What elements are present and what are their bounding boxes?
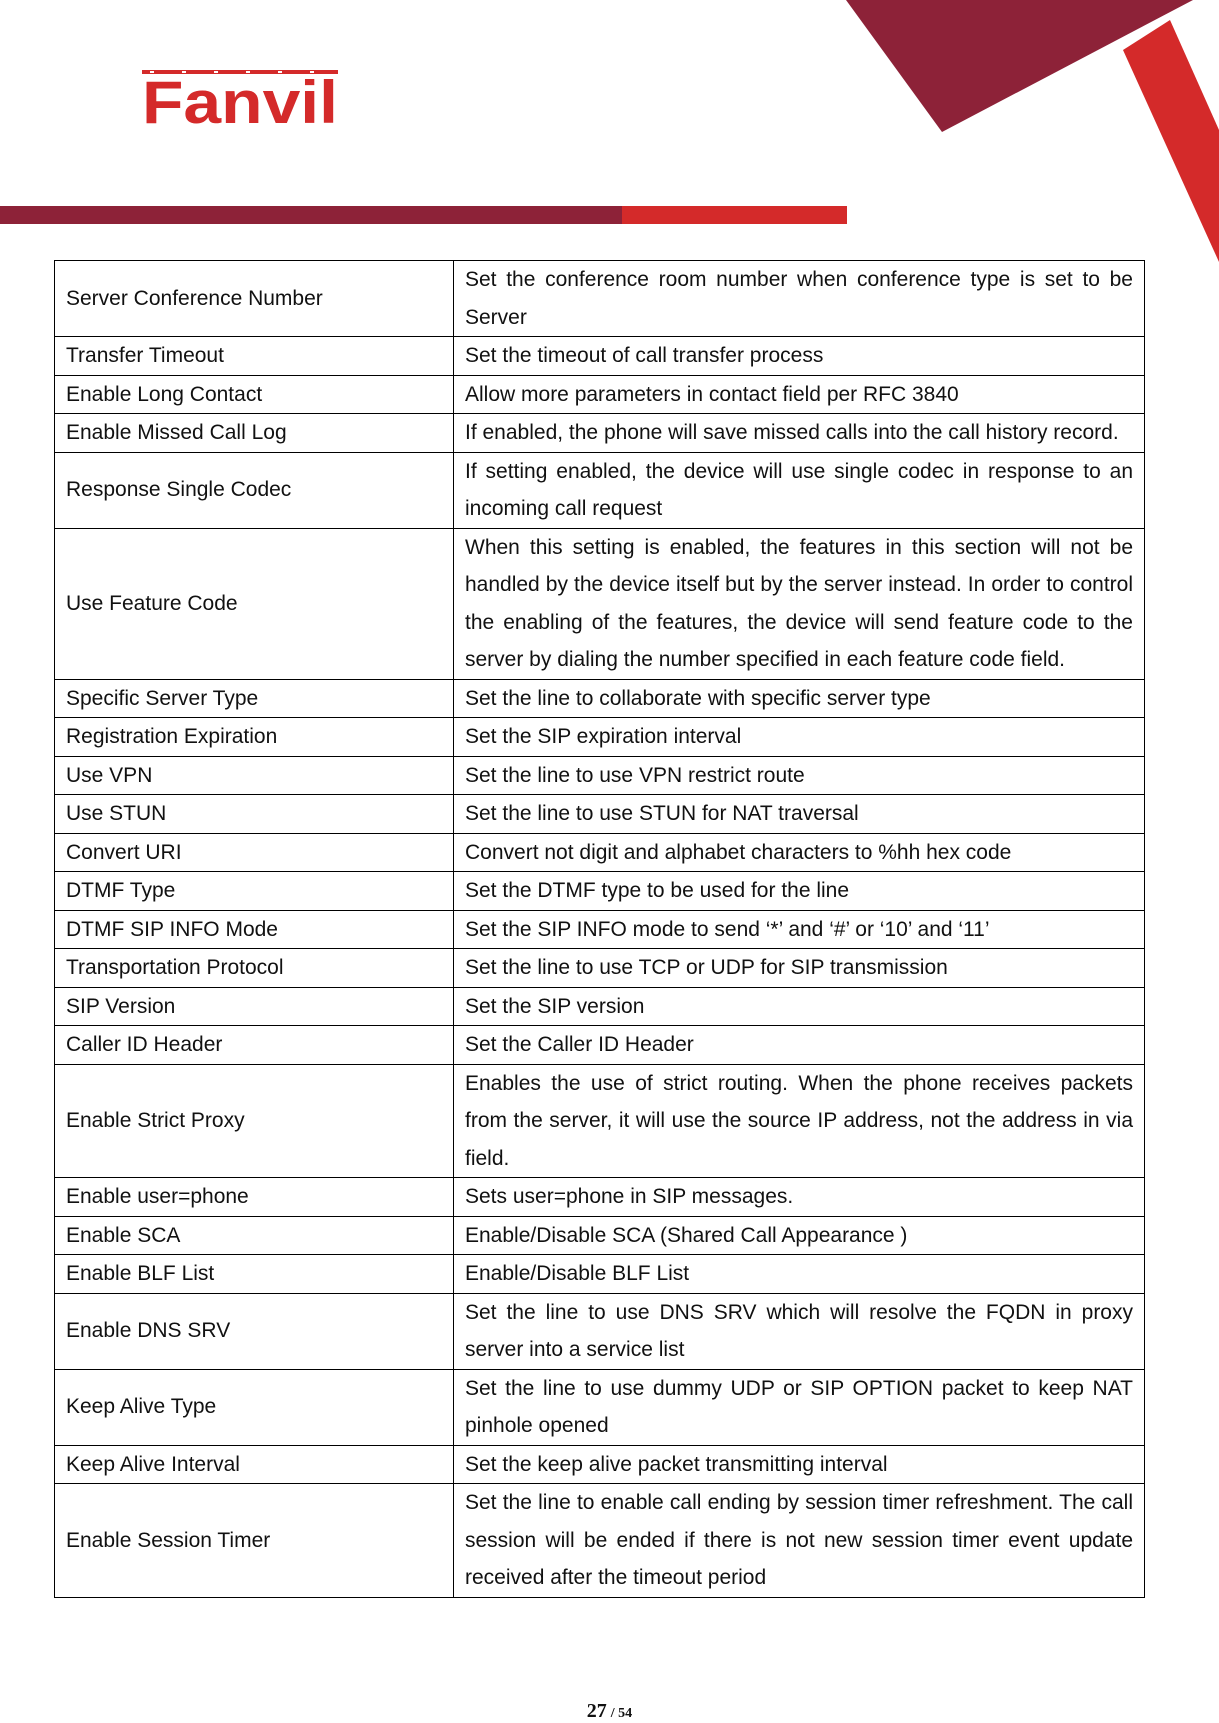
setting-description: Set the timeout of call transfer process <box>454 337 1145 376</box>
setting-name: Use STUN <box>55 795 454 834</box>
setting-description: Set the line to use STUN for NAT traversal <box>454 795 1145 834</box>
setting-description: Allow more parameters in contact field per RFC 3840 <box>454 375 1145 414</box>
setting-name: Enable Session Timer <box>55 1484 454 1598</box>
setting-name: Enable SCA <box>55 1216 454 1255</box>
setting-name: Enable Long Contact <box>55 375 454 414</box>
setting-description: Set the line to use dummy UDP or SIP OPTION packet to keep NAT pinhole opened <box>454 1369 1145 1445</box>
setting-name: Enable DNS SRV <box>55 1293 454 1369</box>
setting-description: Set the line to use VPN restrict route <box>454 756 1145 795</box>
setting-name: Enable user=phone <box>55 1178 454 1217</box>
table-row <box>55 337 1145 376</box>
setting-name: DTMF Type <box>55 872 454 911</box>
setting-description: Set the Caller ID Header <box>454 1026 1145 1065</box>
table-row <box>55 679 1145 718</box>
table-row <box>55 452 1145 528</box>
setting-name: Use VPN <box>55 756 454 795</box>
setting-description: Set the SIP version <box>454 987 1145 1026</box>
setting-description: Set the keep alive packet transmitting interval <box>454 1445 1145 1484</box>
setting-name: Caller ID Header <box>55 1026 454 1065</box>
svg-text:Fanvil: Fanvil <box>142 70 338 128</box>
table-row <box>55 375 1145 414</box>
setting-description: Set the conference room number when conference type is set to be Server <box>454 261 1145 337</box>
fanvil-logo <box>142 70 342 133</box>
page-current: 27 <box>586 1700 607 1722</box>
table-row <box>55 1178 1145 1217</box>
table-row <box>55 1369 1145 1445</box>
setting-description: Set the SIP INFO mode to send ‘*’ and ‘#’ or ‘10’ and ‘11’ <box>454 910 1145 949</box>
setting-description: Enables the use of strict routing. When the phone receives packets from the server, it will use the source IP address, not the address in via field. <box>454 1064 1145 1178</box>
setting-name: Transfer Timeout <box>55 337 454 376</box>
setting-name: SIP Version <box>55 987 454 1026</box>
table-row <box>55 872 1145 911</box>
setting-name: Convert URI <box>55 833 454 872</box>
setting-name: Enable BLF List <box>55 1255 454 1294</box>
setting-description: Set the line to use DNS SRV which will resolve the FQDN in proxy server into a service list <box>454 1293 1145 1369</box>
table-row <box>55 833 1145 872</box>
setting-description: Set the line to collaborate with specific server type <box>454 679 1145 718</box>
setting-description: If setting enabled, the device will use single codec in response to an incoming call request <box>454 452 1145 528</box>
setting-description: Set the DTMF type to be used for the line <box>454 872 1145 911</box>
table-row <box>55 1026 1145 1065</box>
setting-name: DTMF SIP INFO Mode <box>55 910 454 949</box>
setting-description: Convert not digit and alphabet characters to %hh hex code <box>454 833 1145 872</box>
header-decoration <box>0 0 1219 270</box>
setting-name: Use Feature Code <box>55 528 454 679</box>
setting-name: Keep Alive Type <box>55 1369 454 1445</box>
setting-name: Enable Missed Call Log <box>55 414 454 453</box>
table-row <box>55 987 1145 1026</box>
table-row <box>55 1064 1145 1178</box>
setting-description: When this setting is enabled, the features in this section will not be handled by the device itself but by the server instead. In order to control the enabling of the features, the device will send feature code to the server by dialing the number specified in each feature code field. <box>454 528 1145 679</box>
setting-name: Registration Expiration <box>55 718 454 757</box>
table-row <box>55 949 1145 988</box>
table-row <box>55 718 1145 757</box>
setting-name: Server Conference Number <box>55 261 454 337</box>
table-row <box>55 1484 1145 1598</box>
table-row <box>55 261 1145 337</box>
setting-description: Set the line to use TCP or UDP for SIP transmission <box>454 949 1145 988</box>
table-row <box>55 1216 1145 1255</box>
table-row <box>55 756 1145 795</box>
setting-name: Response Single Codec <box>55 452 454 528</box>
setting-description: If enabled, the phone will save missed calls into the call history record. <box>454 414 1145 453</box>
table-row <box>55 795 1145 834</box>
table-row <box>55 910 1145 949</box>
setting-description: Enable/Disable BLF List <box>454 1255 1145 1294</box>
table-row <box>55 1293 1145 1369</box>
setting-description: Sets user=phone in SIP messages. <box>454 1178 1145 1217</box>
page-number <box>0 1700 1219 1723</box>
setting-name: Enable Strict Proxy <box>55 1064 454 1178</box>
table-row <box>55 1255 1145 1294</box>
table-row <box>55 414 1145 453</box>
table-row <box>55 528 1145 679</box>
page-total: / 54 <box>610 1706 633 1721</box>
setting-description: Set the line to enable call ending by session timer refreshment. The call session will be ended if there is not new session timer event update received after the timeout period <box>454 1484 1145 1598</box>
setting-description: Set the SIP expiration interval <box>454 718 1145 757</box>
setting-name: Specific Server Type <box>55 679 454 718</box>
table-row <box>55 1445 1145 1484</box>
setting-description: Enable/Disable SCA (Shared Call Appearance ) <box>454 1216 1145 1255</box>
setting-name: Transportation Protocol <box>55 949 454 988</box>
settings-table-container <box>54 260 1145 1598</box>
setting-name: Keep Alive Interval <box>55 1445 454 1484</box>
settings-table <box>54 260 1145 1598</box>
